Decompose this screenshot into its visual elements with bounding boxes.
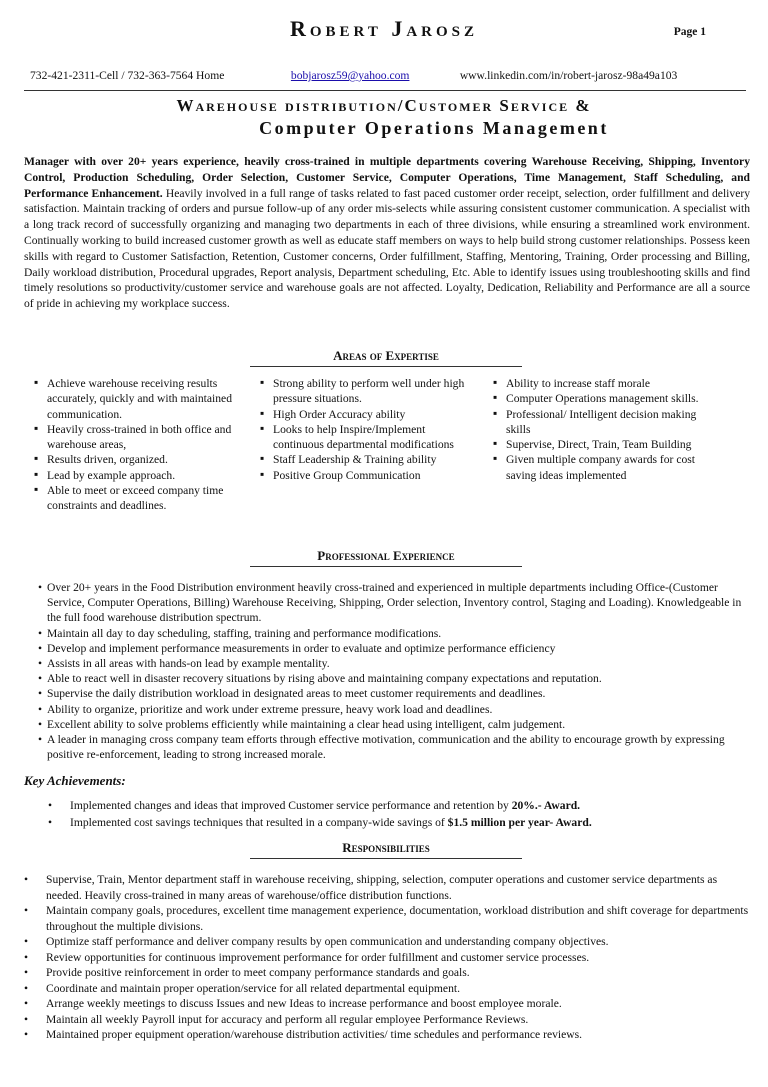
list-item: • Provide positive reinforcement in order to meet company performance standards and goals. <box>24 965 750 981</box>
list-item: ▪ Ability to increase staff morale <box>491 376 701 391</box>
summary-paragraph <box>24 154 750 312</box>
list-item: • Excellent ability to solve problems efficiently while maintaining a clear head using intelligent, calm judgement. <box>38 717 750 732</box>
section-heading-experience: Professional Experience <box>250 548 522 567</box>
list-item: • Over 20+ years in the Food Distribution environment heavily cross-trained and experienced in multiple departments including Office-(Customer Service, Computer Operations, Billing) Warehouse Receiving, Shipping, Order selection, Inventory control, Staging and Loading). Knowledgeable in the full food warehouse distribution spectrum. <box>38 580 750 626</box>
list-item: ▪ Able to meet or exceed company time constraints and deadlines. <box>32 483 242 514</box>
list-item: • Develop and implement performance measurements in order to evaluate and optimize performance efficiency <box>38 641 750 656</box>
phone-numbers: 732-421-2311-Cell / 732-363-7564 Home <box>30 69 225 82</box>
list-item: • Optimize staff performance and deliver company results by open communication and understanding company objectives. <box>24 934 750 950</box>
job-title-line2: Computer Operations Management <box>259 118 609 138</box>
list-item: ▪ Heavily cross-trained in both office and warehouse areas, <box>32 422 242 453</box>
email-link[interactable]: bobjarosz59@yahoo.com <box>290 69 410 82</box>
list-item: • Maintained proper equipment operation/warehouse distribution activities/ time schedules and performance reviews. <box>24 1027 750 1043</box>
list-item: • Able to react well in disaster recovery situations by rising above and maintaining company expectations and reputation. <box>38 671 750 686</box>
list-item: • Ability to organize, prioritize and work under extreme pressure, heavy work load and deadlines. <box>38 702 750 717</box>
list-item: ▪ Looks to help Inspire/Implement continuous departmental modifications <box>258 422 474 453</box>
list-item: ▪ Professional/ Intelligent decision making skills <box>491 407 701 438</box>
list-item: • Maintain all weekly Payroll input for accuracy and perform all regular employee Performance Reviews. <box>24 1012 750 1028</box>
list-item: • Review opportunities for continuous improvement performance for order fulfillment and customer service processes. <box>24 950 750 966</box>
list-item: • Coordinate and maintain proper operation/service for all related departmental equipment. <box>24 981 750 997</box>
list-item: ▪ Results driven, organized. <box>32 452 242 467</box>
linkedin-url[interactable]: www.linkedin.com/in/robert-jarosz-98a49a103 <box>459 69 678 82</box>
list-item: • Implemented changes and ideas that improved Customer service performance and retention by 20%.- Award. <box>48 797 750 814</box>
section-heading-responsibilities: Responsibilities <box>250 840 522 859</box>
page-number: Page 1 <box>673 26 706 38</box>
list-item: ▪ High Order Accuracy ability <box>258 407 474 422</box>
achievements-list <box>48 797 750 831</box>
list-item: ▪ Strong ability to perform well under high pressure situations. <box>258 376 474 407</box>
list-item: ▪ Given multiple company awards for cost saving ideas implemented <box>491 452 701 483</box>
list-item: ▪ Positive Group Communication <box>258 468 474 483</box>
section-heading-expertise: Areas of Expertise <box>250 348 522 367</box>
summary-bold: Manager with over 20+ years experience, heavily cross-trained in multiple departments covering Warehouse Receiving, Shipping, Inventory Control, Production Scheduling, Order Selection, Customer Service, Computer Operations, Time Management, Staff Scheduling, and Performance Enhancement. <box>24 155 750 200</box>
list-item: ▪ Staff Leadership & Training ability <box>258 452 474 467</box>
list-item: ▪ Achieve warehouse receiving results accurately, quickly and with maintained communication. <box>32 376 242 422</box>
experience-list <box>38 580 750 762</box>
expertise-column-3 <box>491 376 701 483</box>
header-divider <box>24 90 746 91</box>
list-item: • Assists in all areas with hands-on lead by example mentality. <box>38 656 750 671</box>
list-item: • Maintain company goals, procedures, excellent time management experience, documentation, workload distribution and shift coverage for departments throughout the multiple divisions. <box>24 903 750 934</box>
list-item: ▪ Computer Operations management skills. <box>491 391 701 406</box>
expertise-column-1 <box>32 376 242 514</box>
contact-line <box>30 69 750 82</box>
list-item: • Supervise the daily distribution workload in designated areas to meet customer requirements and deadlines. <box>38 686 750 701</box>
responsibilities-list <box>24 872 750 1043</box>
list-item: ▪ Supervise, Direct, Train, Team Building <box>491 437 701 452</box>
expertise-column-2 <box>258 376 474 483</box>
summary-text: Heavily involved in a full range of tasks related to fast paced customer order receipt, selection, order fulfillment and delivery satisfaction. Maintain tracking of orders and pursue follow-up of any order mis-selects while assuring consistent customer communication. A specialist with a long track record of successfully organizing and managing two departments in each of three divisions, while ensuring a streamlined work environment. Continually working to build increased customer growth as well as educate staff members on ways to help build strong customer relationships. Possess keen skills with regard to Customer Satisfaction, Retention, Customer concerns, Order fulfillment, Staffing, Mentoring, Training, Order processing and Billing, Daily workload distribution, Procedural upgrades, Report analysis, Department scheduling, Etc. Able to identify issues using troubleshooting skills and find timely resolutions so productivity/customer service and warehouse goals are not affected. Loyalty, Dedication, Reliability and Performance are all a source of pride in achieving my workplace success. <box>24 186 750 311</box>
job-title-line1: Warehouse distribution/Customer Service & <box>176 96 592 115</box>
list-item: • Maintain all day to day scheduling, staffing, training and performance modifications. <box>38 626 750 641</box>
resume-name: Robert Jarosz <box>289 16 479 41</box>
list-item: • Implemented cost savings techniques that resulted in a company-wide savings of $1.5 million per year- Award. <box>48 814 750 831</box>
list-item: ▪ Lead by example approach. <box>32 468 242 483</box>
list-item: • Arrange weekly meetings to discuss Issues and new Ideas to increase performance and boost employee morale. <box>24 996 750 1012</box>
list-item: • A leader in managing cross company team efforts through effective motivation, communication and the ability to encourage growth by expressing positive re-enforcement, leading to strong increased morale. <box>38 732 750 762</box>
key-achievements-heading: Key Achievements: <box>24 773 126 788</box>
list-item: • Supervise, Train, Mentor department staff in warehouse receiving, shipping, selection, computer operations and customer service departments as needed. Heavily cross-trained in many areas of warehouse/office distribution functions. <box>24 872 750 903</box>
